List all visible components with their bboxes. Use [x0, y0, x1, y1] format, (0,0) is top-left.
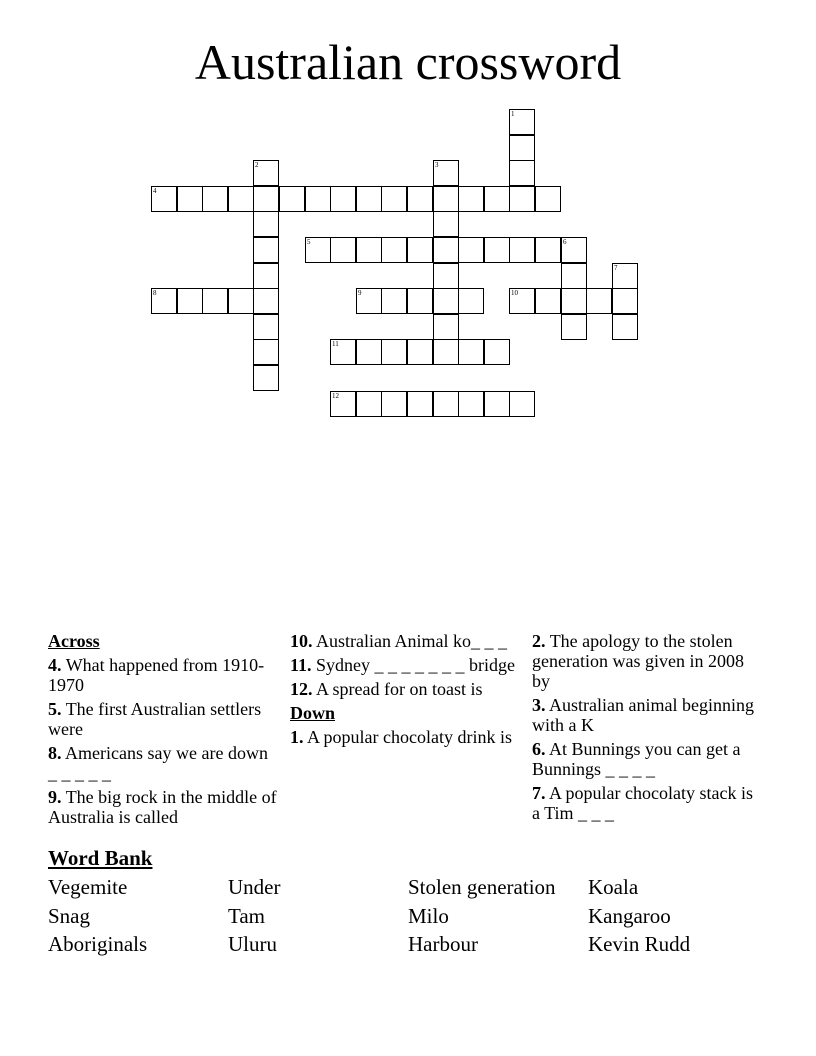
crossword-cell[interactable] — [356, 391, 382, 417]
crossword-cell[interactable] — [407, 237, 433, 263]
crossword-cell[interactable] — [381, 391, 407, 417]
crossword-cell[interactable] — [253, 365, 279, 391]
clue-number: 11. — [290, 655, 312, 675]
crossword-cell[interactable] — [330, 237, 356, 263]
word-bank-item: Kangaroo — [588, 904, 671, 928]
crossword-cell[interactable] — [484, 186, 510, 212]
clue-text: What happened from 1910-1970 — [48, 655, 265, 695]
clue-number: 4. — [48, 655, 62, 675]
crossword-cell[interactable] — [356, 186, 382, 212]
word-bank-item: Koala — [588, 875, 639, 899]
clue-across-8 — [48, 743, 280, 783]
crossword-cell[interactable] — [177, 288, 203, 314]
crossword-cell[interactable] — [330, 186, 356, 212]
clue-text: A spread for on toast is — [316, 679, 483, 699]
clue-text: A popular chocolaty drink is — [307, 727, 512, 747]
crossword-cell[interactable] — [509, 109, 535, 135]
crossword-cell[interactable] — [484, 237, 510, 263]
crossword-cell[interactable] — [253, 211, 279, 237]
crossword-cell[interactable] — [561, 288, 587, 314]
crossword-cell[interactable] — [509, 186, 535, 212]
crossword-cell[interactable] — [407, 288, 433, 314]
crossword-cell[interactable] — [484, 339, 510, 365]
clue-number: 8. — [48, 743, 62, 763]
crossword-cell[interactable] — [253, 288, 279, 314]
crossword-cell[interactable] — [535, 186, 561, 212]
crossword-cell[interactable] — [381, 186, 407, 212]
clue-number: 10. — [290, 631, 313, 651]
clue-number: 5. — [48, 699, 62, 719]
clue-number: 12. — [290, 679, 313, 699]
crossword-cell[interactable] — [509, 135, 535, 161]
word-bank-item: Vegemite — [48, 875, 128, 899]
word-bank-item: Snag — [48, 904, 90, 928]
crossword-cell[interactable] — [330, 339, 356, 365]
crossword-cell[interactable] — [279, 186, 305, 212]
page-title: Australian crossword — [194, 34, 622, 90]
word-bank-item: Harbour — [408, 932, 478, 956]
cell-number: 1 — [511, 110, 515, 118]
crossword-cell[interactable] — [535, 237, 561, 263]
clues-column-2 — [290, 631, 522, 751]
crossword-cell[interactable] — [407, 186, 433, 212]
crossword-cell[interactable] — [253, 263, 279, 289]
word-bank-item: Aboriginals — [48, 932, 148, 956]
crossword-cell[interactable] — [433, 211, 459, 237]
crossword-cell[interactable] — [433, 263, 459, 289]
crossword-cell[interactable] — [509, 391, 535, 417]
crossword-cell[interactable] — [177, 186, 203, 212]
crossword-cell[interactable] — [612, 263, 638, 289]
clue-number: 3. — [532, 695, 546, 715]
crossword-cell[interactable] — [151, 186, 177, 212]
crossword-cell[interactable] — [356, 339, 382, 365]
word-bank-item: Under — [228, 875, 281, 899]
cell-number: 7 — [614, 264, 618, 272]
crossword-cell[interactable] — [356, 288, 382, 314]
down-heading: Down — [290, 703, 336, 723]
clue-number: 2. — [532, 631, 546, 651]
crossword-cell[interactable] — [151, 288, 177, 314]
clues-column-3 — [532, 631, 764, 827]
word-bank-item: Tam — [228, 904, 266, 928]
clue-text: Americans say we are down _ _ _ _ _ — [48, 743, 268, 783]
crossword-cell[interactable] — [433, 391, 459, 417]
crossword-cell[interactable] — [433, 314, 459, 340]
crossword-cell[interactable] — [253, 160, 279, 186]
crossword-cell[interactable] — [433, 160, 459, 186]
word-bank-item: Milo — [408, 904, 449, 928]
clue-number: 1. — [290, 727, 304, 747]
crossword-cell[interactable] — [253, 237, 279, 263]
crossword-cell[interactable] — [381, 237, 407, 263]
crossword-cell[interactable] — [509, 160, 535, 186]
crossword-cell[interactable] — [356, 237, 382, 263]
clue-text: At Bunnings you can get a Bunnings _ _ _ _ — [532, 739, 741, 779]
crossword-cell[interactable] — [458, 186, 484, 212]
cell-number: 11 — [332, 340, 339, 348]
cell-number: 8 — [153, 289, 157, 297]
clue-number: 9. — [48, 787, 62, 807]
crossword-grid[interactable] — [0, 0, 816, 440]
clue-text: A popular chocolaty stack is a Tim _ _ _ — [532, 783, 753, 823]
crossword-cell[interactable] — [458, 391, 484, 417]
crossword-cell[interactable] — [509, 237, 535, 263]
crossword-cell[interactable] — [228, 288, 254, 314]
crossword-cell[interactable] — [433, 186, 459, 212]
clue-down-1 — [290, 727, 522, 747]
crossword-cell[interactable] — [228, 186, 254, 212]
crossword-cell[interactable] — [612, 288, 638, 314]
crossword-cell[interactable] — [202, 288, 228, 314]
crossword-cell[interactable] — [535, 288, 561, 314]
clues-column-1 — [48, 631, 280, 831]
clue-text: Sydney _ _ _ _ _ _ _ bridge — [316, 655, 515, 675]
crossword-cell[interactable] — [458, 339, 484, 365]
clue-number: 7. — [532, 783, 546, 803]
clue-number: 6. — [532, 739, 546, 759]
crossword-cell[interactable] — [253, 186, 279, 212]
crossword-cell[interactable] — [381, 288, 407, 314]
crossword-cell[interactable] — [458, 288, 484, 314]
cell-number: 5 — [307, 238, 311, 246]
crossword-cell[interactable] — [202, 186, 228, 212]
crossword-cell[interactable] — [407, 339, 433, 365]
clue-across-11 — [290, 655, 522, 675]
cell-number: 2 — [255, 161, 259, 169]
clue-down-7 — [532, 783, 764, 823]
clue-down-2 — [532, 631, 764, 691]
crossword-cell[interactable] — [305, 237, 331, 263]
word-bank-item: Kevin Rudd — [588, 932, 691, 956]
clue-across-9 — [48, 787, 280, 827]
crossword-cell[interactable] — [612, 314, 638, 340]
crossword-cell[interactable] — [305, 186, 331, 212]
crossword-cell[interactable] — [484, 391, 510, 417]
clue-across-10 — [290, 631, 522, 651]
across-heading: Across — [48, 631, 100, 651]
crossword-cell[interactable] — [253, 339, 279, 365]
clue-down-3 — [532, 695, 764, 735]
cell-number: 3 — [435, 161, 439, 169]
crossword-cell[interactable] — [433, 288, 459, 314]
cell-number: 4 — [153, 187, 157, 195]
crossword-cell[interactable] — [433, 237, 459, 263]
crossword-cell[interactable] — [509, 288, 535, 314]
word-bank-item: Stolen generation — [408, 875, 556, 899]
crossword-cell[interactable] — [433, 339, 459, 365]
clue-text: The apology to the stolen generation was given in 2008 by — [532, 631, 744, 691]
crossword-cell[interactable] — [458, 237, 484, 263]
cell-number: 9 — [358, 289, 362, 297]
word-bank-heading: Word Bank — [48, 846, 153, 870]
clue-across-4 — [48, 655, 280, 695]
word-bank-item: Uluru — [228, 932, 277, 956]
clue-text: The big rock in the middle of Australia is called — [48, 787, 277, 827]
clue-across-5 — [48, 699, 280, 739]
clue-down-6 — [532, 739, 764, 779]
cell-number: 12 — [332, 392, 339, 400]
crossword-cell[interactable] — [561, 263, 587, 289]
crossword-cell[interactable] — [561, 237, 587, 263]
crossword-cell[interactable] — [407, 391, 433, 417]
clue-text: The first Australian settlers were — [48, 699, 262, 739]
crossword-cell[interactable] — [330, 391, 356, 417]
crossword-cell[interactable] — [561, 314, 587, 340]
cell-number: 6 — [563, 238, 567, 246]
clue-across-12 — [290, 679, 522, 699]
clue-text: Australian animal beginning with a K — [532, 695, 754, 735]
crossword-cell[interactable] — [586, 288, 612, 314]
cell-number: 10 — [511, 289, 518, 297]
clue-text: Australian Animal ko_ _ _ — [316, 631, 507, 651]
crossword-cell[interactable] — [381, 339, 407, 365]
crossword-cell[interactable] — [253, 314, 279, 340]
